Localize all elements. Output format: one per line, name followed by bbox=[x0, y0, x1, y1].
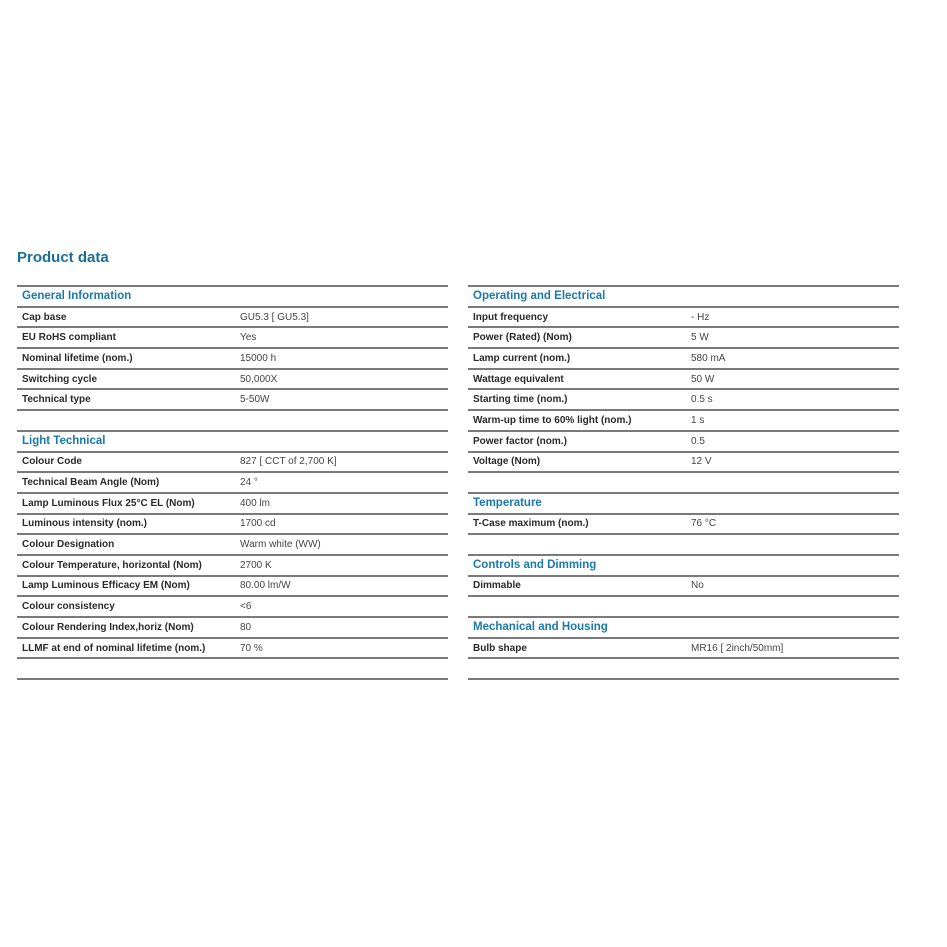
spec-label: Technical Beam Angle (Nom) bbox=[22, 477, 160, 489]
spec-value: 50,000X bbox=[240, 373, 278, 385]
spec-label: Luminous intensity (nom.) bbox=[22, 518, 147, 530]
spec-row bbox=[17, 347, 448, 368]
spec-row bbox=[17, 492, 448, 513]
spec-value: - Hz bbox=[691, 311, 710, 323]
section-spacer bbox=[468, 471, 899, 492]
spec-value: Warm white (WW) bbox=[240, 539, 321, 551]
spec-row bbox=[17, 616, 448, 637]
spec-value: MR16 [ 2inch/50mm] bbox=[691, 642, 784, 654]
section-header: Temperature bbox=[468, 492, 899, 513]
spec-label: Cap base bbox=[22, 311, 67, 323]
section-header: Mechanical and Housing bbox=[468, 616, 899, 637]
spec-label: Dimmable bbox=[473, 580, 521, 592]
section-header: Light Technical bbox=[17, 430, 448, 451]
spec-label: Lamp current (nom.) bbox=[473, 352, 571, 364]
spec-row bbox=[17, 368, 448, 389]
spec-value: 15000 h bbox=[240, 352, 277, 364]
spec-row bbox=[468, 347, 899, 368]
spec-label: Warm-up time to 60% light (nom.) bbox=[473, 414, 632, 426]
spec-value: Yes bbox=[240, 332, 257, 344]
spec-label: Nominal lifetime (nom.) bbox=[22, 352, 133, 364]
spec-value: 1700 cd bbox=[240, 518, 276, 530]
spec-row bbox=[17, 306, 448, 327]
spec-row bbox=[468, 306, 899, 327]
table-end-spacer bbox=[17, 657, 448, 678]
spec-value: 0.5 s bbox=[691, 394, 713, 406]
spec-value: GU5.3 [ GU5.3] bbox=[240, 311, 309, 323]
section-header: Controls and Dimming bbox=[468, 554, 899, 575]
spec-label: LLMF at end of nominal lifetime (nom.) bbox=[22, 642, 206, 654]
section-header: General Information bbox=[17, 285, 448, 306]
spec-label: Colour consistency bbox=[22, 601, 115, 613]
spec-value: 70 % bbox=[240, 642, 263, 654]
spec-label: Wattage equivalent bbox=[473, 373, 564, 385]
section-spacer bbox=[468, 533, 899, 554]
table-end-rule bbox=[468, 678, 899, 680]
spec-row bbox=[17, 575, 448, 596]
spec-label: Starting time (nom.) bbox=[473, 394, 568, 406]
spec-row bbox=[17, 451, 448, 472]
spec-row bbox=[468, 637, 899, 658]
spec-row bbox=[17, 533, 448, 554]
spec-label: Technical type bbox=[22, 394, 91, 406]
spec-value: 2700 K bbox=[240, 559, 272, 571]
spec-label: Lamp Luminous Efficacy EM (Nom) bbox=[22, 580, 190, 592]
spec-label: Colour Temperature, horizontal (Nom) bbox=[22, 559, 202, 571]
spec-value: 50 W bbox=[691, 373, 715, 385]
section-header: Operating and Electrical bbox=[468, 285, 899, 306]
spec-label: Power (Rated) (Nom) bbox=[473, 332, 572, 344]
spec-row bbox=[468, 326, 899, 347]
spec-label: Voltage (Nom) bbox=[473, 456, 541, 468]
spec-row bbox=[468, 451, 899, 472]
spec-row bbox=[17, 595, 448, 616]
spec-row bbox=[468, 368, 899, 389]
spec-value: 76 °C bbox=[691, 518, 717, 530]
spec-value: 580 mA bbox=[691, 352, 726, 364]
spec-label: Lamp Luminous Flux 25°C EL (Nom) bbox=[22, 497, 195, 509]
spec-label: Colour Code bbox=[22, 456, 82, 468]
spec-label: Input frequency bbox=[473, 311, 549, 323]
spec-row bbox=[17, 326, 448, 347]
spec-row bbox=[17, 637, 448, 658]
spec-row bbox=[17, 471, 448, 492]
spec-row bbox=[468, 388, 899, 409]
left-column bbox=[17, 285, 448, 680]
table-end-spacer bbox=[468, 657, 899, 678]
section-spacer bbox=[17, 409, 448, 430]
right-column bbox=[468, 285, 899, 680]
spec-label: Colour Designation bbox=[22, 539, 115, 551]
spec-row bbox=[17, 513, 448, 534]
spec-label: Bulb shape bbox=[473, 642, 527, 654]
spec-value: 80.00 lm/W bbox=[240, 580, 291, 592]
spec-label: Colour Rendering Index,horiz (Nom) bbox=[22, 621, 194, 633]
spec-row bbox=[468, 575, 899, 596]
spec-value: 12 V bbox=[691, 456, 712, 468]
page-title: Product data bbox=[17, 249, 109, 266]
spec-value: <6 bbox=[240, 601, 252, 613]
spec-value: 400 lm bbox=[240, 497, 271, 509]
spec-value: 827 [ CCT of 2,700 K] bbox=[240, 456, 337, 468]
spec-row bbox=[468, 409, 899, 430]
table-end-rule bbox=[17, 678, 448, 680]
spec-value: No bbox=[691, 580, 704, 592]
section-spacer bbox=[468, 595, 899, 616]
spec-label: EU RoHS compliant bbox=[22, 332, 116, 344]
spec-value: 5 W bbox=[691, 332, 709, 344]
spec-value: 5-50W bbox=[240, 394, 270, 406]
spec-label: T-Case maximum (nom.) bbox=[473, 518, 589, 530]
spec-value: 24 ° bbox=[240, 477, 258, 489]
spec-value: 0.5 bbox=[691, 435, 705, 447]
spec-value: 80 bbox=[240, 621, 252, 633]
spec-value: 1 s bbox=[691, 414, 705, 426]
spec-row bbox=[468, 513, 899, 534]
spec-label: Power factor (nom.) bbox=[473, 435, 567, 447]
spec-row bbox=[17, 554, 448, 575]
spec-row bbox=[468, 430, 899, 451]
spec-label: Switching cycle bbox=[22, 373, 98, 385]
spec-row bbox=[17, 388, 448, 409]
